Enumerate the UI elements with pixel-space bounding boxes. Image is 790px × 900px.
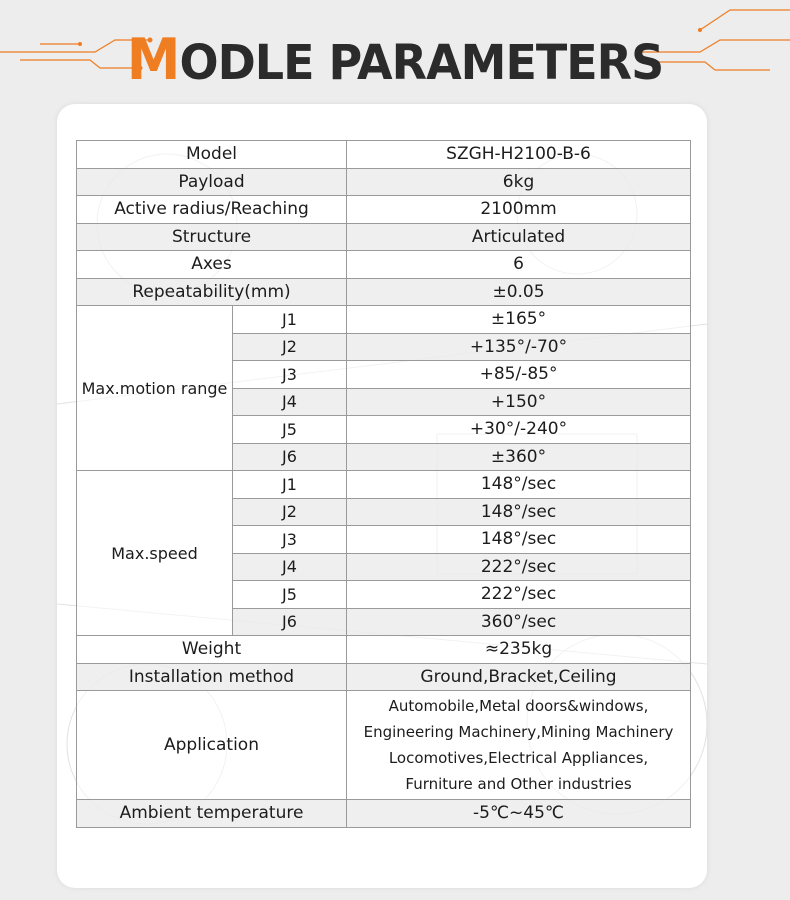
- title-first-letter: M: [126, 26, 180, 93]
- table-row: [77, 223, 691, 251]
- application-line: Furniture and Other industries: [405, 775, 632, 793]
- joint-label: J4: [233, 388, 347, 416]
- row-value: Ground,Bracket,Ceiling: [347, 663, 691, 691]
- joint-value: +30°/-240°: [347, 416, 691, 444]
- joint-value: +135°/-70°: [347, 333, 691, 361]
- application-value: [347, 691, 691, 800]
- row-value: ±0.05: [347, 278, 691, 306]
- page-title: [0, 26, 790, 92]
- row-value: Articulated: [347, 223, 691, 251]
- table-row: [77, 663, 691, 691]
- row-label: Application: [77, 691, 347, 800]
- row-label: Payload: [77, 168, 347, 196]
- row-value: ≈235kg: [347, 636, 691, 664]
- row-label: Axes: [77, 251, 347, 279]
- joint-label: J4: [233, 553, 347, 581]
- joint-value: 222°/sec: [347, 553, 691, 581]
- joint-value: 148°/sec: [347, 498, 691, 526]
- table-row: [77, 471, 691, 499]
- table-row: [77, 691, 691, 800]
- title-rest: ODLE PARAMETERS: [179, 33, 664, 91]
- joint-label: J2: [233, 498, 347, 526]
- row-label: Installation method: [77, 663, 347, 691]
- joint-value: ±165°: [347, 306, 691, 334]
- table-row: [77, 306, 691, 334]
- row-label: Model: [77, 141, 347, 169]
- row-label: Structure: [77, 223, 347, 251]
- joint-value: 222°/sec: [347, 581, 691, 609]
- table-row: [77, 636, 691, 664]
- joint-label: J3: [233, 361, 347, 389]
- table-row: [77, 168, 691, 196]
- joint-label: J6: [233, 443, 347, 471]
- table-row: [77, 800, 691, 828]
- joint-label: J5: [233, 581, 347, 609]
- joint-label: J6: [233, 608, 347, 636]
- joint-value: ±360°: [347, 443, 691, 471]
- application-line: Automobile,Metal doors&windows,: [388, 697, 649, 715]
- row-label: Active radius/Reaching: [77, 196, 347, 224]
- table-row: [77, 251, 691, 279]
- row-value: -5℃~45℃: [347, 800, 691, 828]
- application-line: Engineering Machinery,Mining Machinery: [363, 723, 674, 741]
- parameters-card: [57, 104, 707, 888]
- row-value: SZGH-H2100-B-6: [347, 141, 691, 169]
- joint-value: 360°/sec: [347, 608, 691, 636]
- table-row: [77, 196, 691, 224]
- joint-value: +85/-85°: [347, 361, 691, 389]
- application-line: Locomotives,Electrical Appliances,: [388, 749, 649, 767]
- joint-label: J5: [233, 416, 347, 444]
- table-row: [77, 141, 691, 169]
- row-value: 6kg: [347, 168, 691, 196]
- page-header: [0, 0, 790, 100]
- joint-label: J2: [233, 333, 347, 361]
- parameters-table: [76, 140, 691, 828]
- row-value: 6: [347, 251, 691, 279]
- joint-label: J3: [233, 526, 347, 554]
- speed-label: Max.speed: [77, 471, 233, 636]
- joint-value: +150°: [347, 388, 691, 416]
- table-row: [77, 278, 691, 306]
- row-value: 2100mm: [347, 196, 691, 224]
- joint-value: 148°/sec: [347, 471, 691, 499]
- joint-value: 148°/sec: [347, 526, 691, 554]
- joint-label: J1: [233, 306, 347, 334]
- row-label: Ambient temperature: [77, 800, 347, 828]
- motion-range-label: Max.motion range: [77, 306, 233, 471]
- joint-label: J1: [233, 471, 347, 499]
- row-label: Repeatability(mm): [77, 278, 347, 306]
- row-label: Weight: [77, 636, 347, 664]
